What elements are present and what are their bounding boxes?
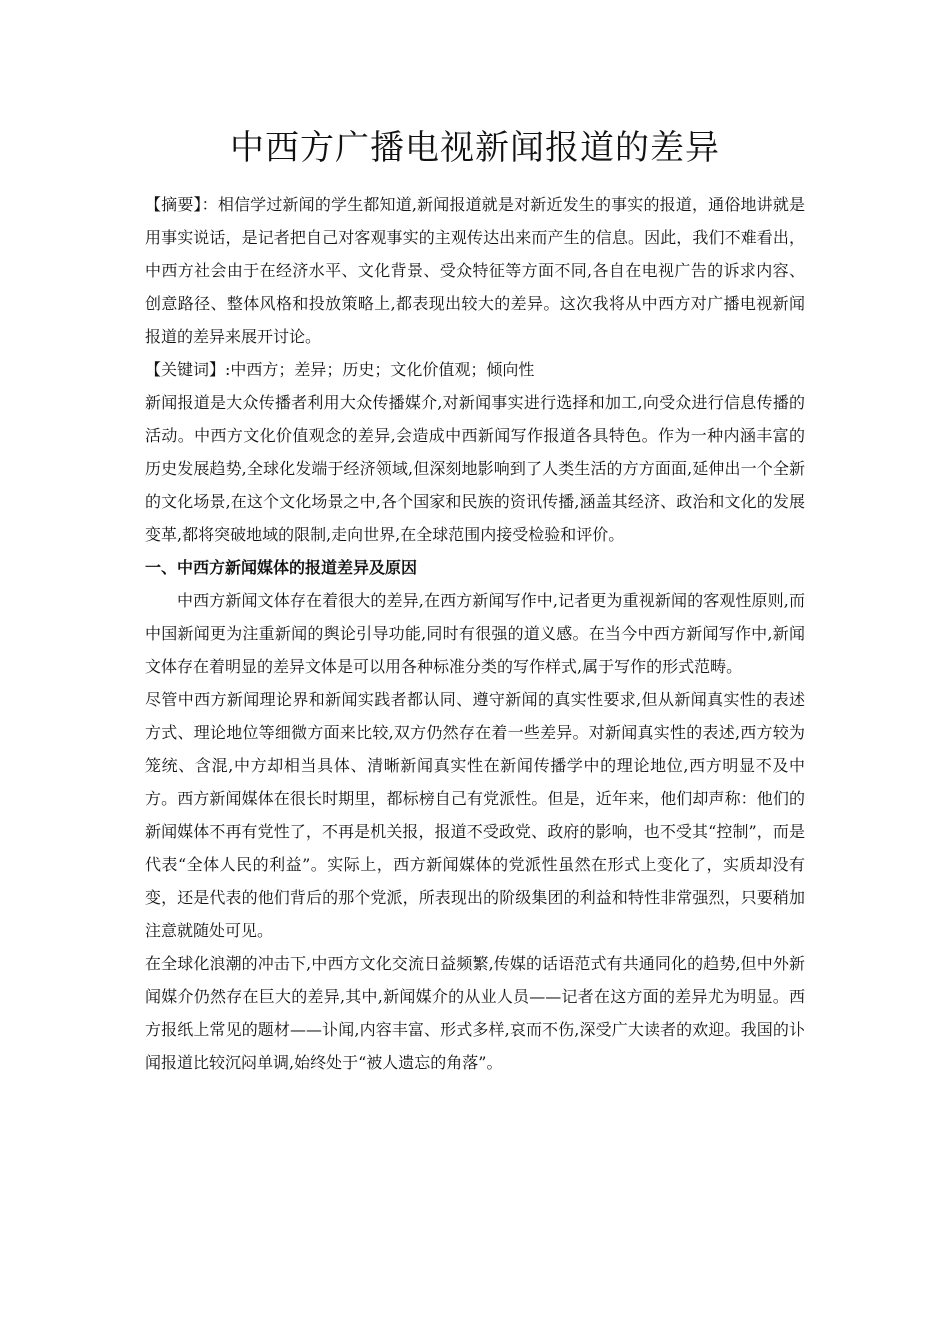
page-title: 中西方广播电视新闻报道的差异 [230,128,720,168]
section-paragraph-2: 尽管中西方新闻理论界和新闻实践者都认同、遵守新闻的真实性要求,但从新闻真实性的表述方式、理论地位等细微方面来比较,双方仍然存在着一些差异。对新闻真实性的表述,西方较为笼统、含混,中方却相当具体、清晰新闻真实性在新闻传播学中的理论地位,西方明显不及中方。西方新闻媒体在很长时期里，都标榜自己有党派性。但是，近年来，他们却声称：他们的新闻媒体不再有党性了，不再是机关报，报道不受政党、政府的影响，也不受其“控制”，而是代表“全体人民的利益”。实际上，西方新闻媒体的党派性虽然在形式上变化了，实质却没有变，还是代表的他们背后的那个党派，所表现出的阶级集团的利益和特性非常强烈，只要稍加注意就随处可见。 [145,690,805,940]
abstract-paragraph: 【摘要】：相信学过新闻的学生都知道,新闻报道就是对新近发生的事实的报道，通俗地讲就是用事实说话，是记者把自己对客观事实的主观传达出来而产生的信息。因此，我们不难看出，中西方社会由于在经济水平、文化背景、受众特征等方面不同,各自在电视广告的诉求内容、创意路径、整体风格和投放策略上,都表现出较大的差异。这次我将从中西方对广播电视新闻报道的差异来展开讨论。 [145,195,805,346]
section-paragraph-3: 在全球化浪潮的冲击下,中西方文化交流日益频繁,传媒的话语范式有共通同化的趋势,但中外新闻媒介仍然存在巨大的差异,其中,新闻媒介的从业人员——记者在这方面的差异尤为明显。西方报纸上常见的题材——讣闻,内容丰富、形式多样,哀而不伤,深受广大读者的欢迎。我国的讣闻报道比较沉闷单调,始终处于“被人遗忘的角落”。 [145,954,805,1072]
section-heading: 一、中西方新闻媒体的报道差异及原因 [145,558,418,577]
document-body [145,188,805,1079]
section-paragraph-1: 中西方新闻文体存在着很大的差异,在西方新闻写作中,记者更为重视新闻的客观性原则,而中国新闻更为注重新闻的舆论引导功能,同时有很强的道义感。在当今中西方新闻写作中,新闻文体存在着明显的差异文体是可以用各种标准分类的写作样式,属于写作的形式范畴。 [145,591,805,676]
intro-paragraph: 新闻报道是大众传播者利用大众传播媒介,对新闻事实进行选择和加工,向受众进行信息传播的活动。中西方文化价值观念的差异,会造成中西新闻写作报道各具特色。作为一种内涵丰富的历史发展趋势,全球化发端于经济领域,但深刻地影响到了人类生活的方方面面,延伸出一个全新的文化场景,在这个文化场景之中,各个国家和民族的资讯传播,涵盖其经济、政治和文化的发展变革,都将突破地域的限制,走向世界,在全球范围内接受检验和评价。 [145,393,805,544]
keywords-line: 【关键词】:中西方；差异；历史；文化价值观；倾向性 [145,360,535,379]
